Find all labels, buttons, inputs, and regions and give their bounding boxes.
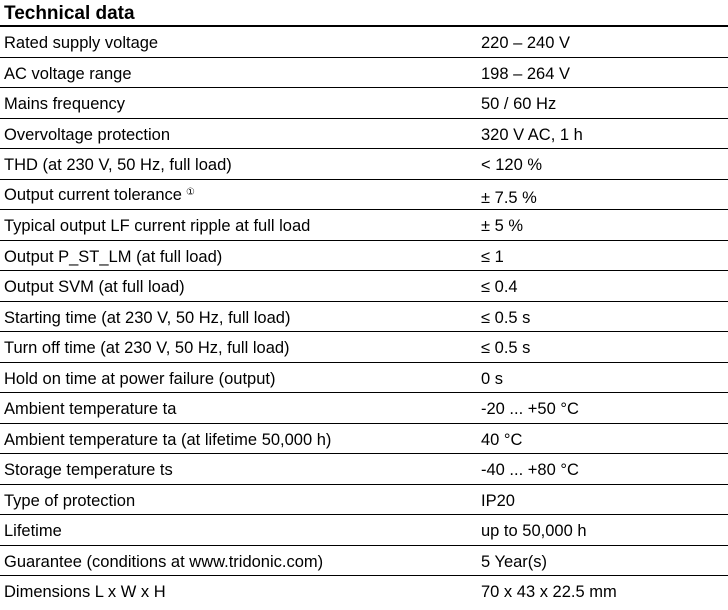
spec-value: 50 / 60 Hz	[481, 95, 557, 113]
spec-row-overvoltage-protection	[0, 119, 728, 150]
spec-row-lf-current-ripple	[0, 210, 728, 241]
spec-label: Ambient temperature ta	[4, 400, 177, 418]
spec-label: Storage temperature ts	[4, 461, 173, 479]
spec-row-rated-supply-voltage	[0, 27, 728, 58]
spec-row-output-pst-lm	[0, 241, 728, 272]
spec-row-ac-voltage-range	[0, 58, 728, 89]
spec-value: ≤ 1	[481, 247, 504, 266]
spec-label: THD (at 230 V, 50 Hz, full load)	[4, 156, 232, 174]
spec-value: ± 7.5 %	[481, 188, 537, 207]
spec-row-thd	[0, 149, 728, 180]
footnote-marker: ①	[185, 186, 195, 198]
spec-row-output-current-tolerance	[0, 180, 728, 211]
spec-value: ≤ 0.5 s	[481, 308, 531, 327]
spec-value: ≤ 0.5 s	[481, 339, 531, 357]
spec-label: Dimensions L x W x H	[4, 583, 166, 601]
spec-table	[0, 27, 728, 607]
spec-value: -20 ... +50 °C	[481, 400, 579, 418]
spec-value: ± 5 %	[481, 217, 524, 235]
spec-label: Overvoltage protection	[4, 125, 171, 144]
spec-label: Lifetime	[4, 522, 62, 540]
spec-row-guarantee	[0, 546, 728, 577]
spec-label: Starting time (at 230 V, 50 Hz, full load)	[4, 308, 291, 327]
spec-label: Hold on time at power failure (output)	[4, 369, 276, 388]
section-title: Technical data	[0, 0, 728, 27]
spec-value: 0 s	[481, 369, 504, 388]
spec-value: 70 x 43 x 22.5 mm	[481, 583, 617, 601]
spec-row-turn-off-time	[0, 332, 728, 363]
spec-label: Mains frequency	[4, 95, 126, 113]
spec-label: Turn off time (at 230 V, 50 Hz, full load)	[4, 339, 290, 357]
spec-row-mains-frequency	[0, 88, 728, 119]
spec-label: Output SVM (at full load)	[4, 278, 185, 296]
spec-row-type-of-protection	[0, 485, 728, 516]
spec-value: 198 – 264 V	[481, 64, 570, 83]
spec-label: Ambient temperature ta (at lifetime 50,000 h)	[4, 430, 332, 449]
spec-label	[0, 180, 479, 210]
spec-label: Type of protection	[4, 491, 136, 510]
spec-value: < 120 %	[481, 156, 543, 174]
spec-row-hold-on-time	[0, 363, 728, 394]
spec-label: AC voltage range	[4, 64, 132, 83]
spec-value: ≤ 0.4	[481, 278, 518, 296]
spec-label-text: Output current tolerance	[4, 185, 182, 204]
spec-row-ambient-temperature	[0, 393, 728, 424]
spec-value: IP20	[481, 491, 515, 510]
spec-row-ambient-temperature-lifetime	[0, 424, 728, 455]
spec-value: 40 °C	[481, 430, 523, 449]
spec-row-lifetime	[0, 515, 728, 546]
spec-row-output-svm	[0, 271, 728, 302]
spec-value: 5 Year(s)	[481, 552, 548, 571]
spec-row-storage-temperature	[0, 454, 728, 485]
spec-row-starting-time	[0, 302, 728, 333]
spec-value: up to 50,000 h	[481, 522, 587, 540]
spec-label: Guarantee (conditions at www.tridonic.com)	[4, 552, 324, 571]
spec-value: 220 – 240 V	[481, 34, 570, 52]
spec-row-dimensions	[0, 576, 728, 607]
spec-value: -40 ... +80 °C	[481, 461, 579, 479]
spec-label: Rated supply voltage	[4, 34, 159, 52]
spec-label: Typical output LF current ripple at full load	[4, 217, 311, 235]
spec-value: 320 V AC, 1 h	[481, 125, 583, 144]
spec-label: Output P_ST_LM (at full load)	[4, 247, 223, 266]
